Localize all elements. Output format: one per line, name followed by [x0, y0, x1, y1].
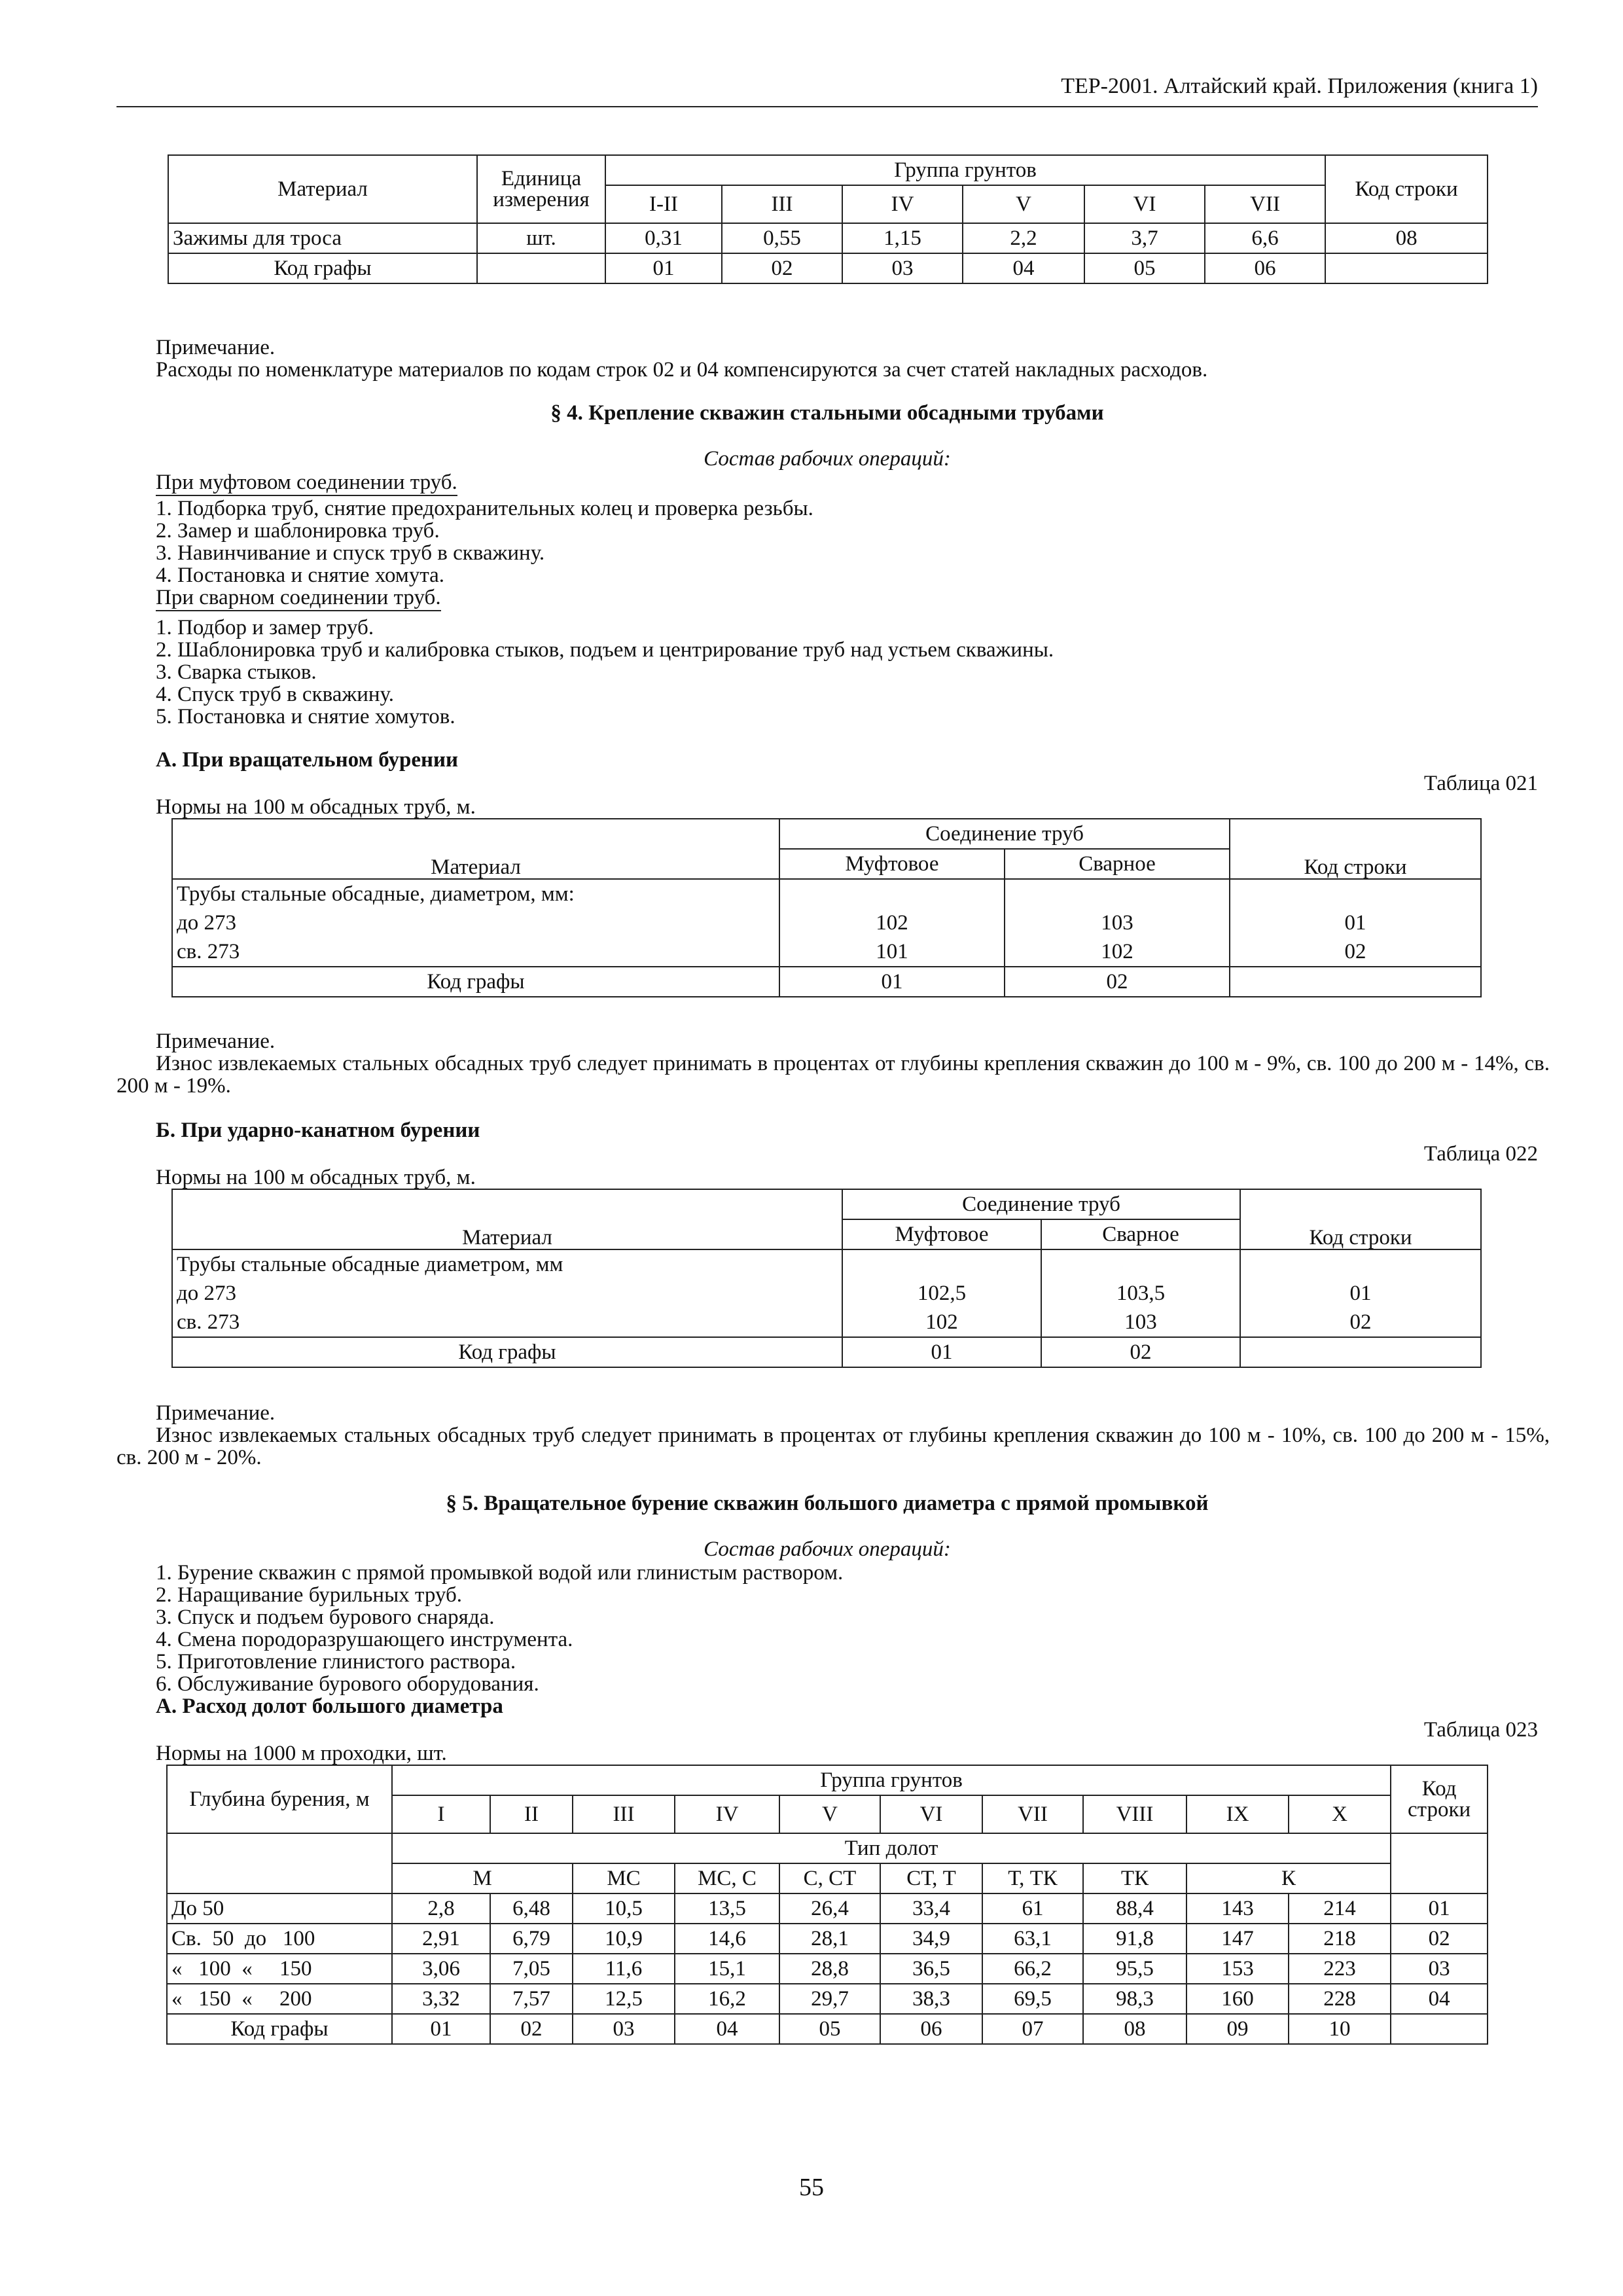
- list-item: 3. Сварка стыков.: [156, 660, 317, 684]
- table-022: Материал Соединение труб Код строки Муфтовое Сварное Трубы стальные обсадные диаметром, мм до 273 102,5 103,5 01 св. 273 102 103 02 Код графы 01 02: [171, 1189, 1482, 1368]
- header-bit-type: Тип долот: [392, 1833, 1391, 1863]
- header-soil-group: Группа грунтов: [605, 155, 1325, 185]
- group-col: II: [490, 1795, 573, 1833]
- group-col: I: [392, 1795, 490, 1833]
- list-item: 2. Шаблонировка труб и калибровка стыков, подъем и центрирование труб над устьем скважины.: [156, 638, 1054, 662]
- table-row: Трубы стальные обсадные, диаметром, мм:: [172, 879, 1481, 908]
- note-title: Примечание.: [156, 336, 276, 359]
- group-col: IV: [842, 185, 963, 223]
- subsection-a-title: А. Расход долот большого диаметра: [156, 1695, 503, 1718]
- list-item: 1. Бурение скважин с прямой промывкой водой или глинистым раствором.: [156, 1561, 844, 1585]
- list-item: 6. Обслуживание бурового оборудования.: [156, 1672, 539, 1696]
- group-col: VIII: [1083, 1795, 1186, 1833]
- subsection-b-title: Б. При ударно-канатном бурении: [156, 1119, 480, 1142]
- group-col: IX: [1186, 1795, 1289, 1833]
- group-col: III: [573, 1795, 675, 1833]
- list-item: 2. Наращивание бурильных труб.: [156, 1583, 462, 1607]
- group-col: I-II: [605, 185, 722, 223]
- section-4-title: § 4. Крепление скважин стальными обсадными трубами: [550, 401, 1104, 425]
- list-item: 5. Приготовление глинистого раствора.: [156, 1650, 516, 1674]
- note-title: Примечание.: [156, 1401, 276, 1425]
- group-col: VII: [1205, 185, 1325, 223]
- header-row-code: Код строки: [1230, 819, 1481, 879]
- table-row: « 150 « 200 3,32 7,57 12,5 16,2 29,7 38,3 69,5 98,3 160 228 04: [167, 1984, 1488, 2014]
- table-row: Зажимы для троса шт. 0,31 0,55 1,15 2,2 3,7 6,6 08: [168, 223, 1488, 253]
- page-number: 55: [799, 2174, 824, 2201]
- running-header: ТЕР-2001. Алтайский край. Приложения (книга 1): [116, 73, 1538, 107]
- group-col: IV: [675, 1795, 779, 1833]
- group-col: III: [722, 185, 842, 223]
- norms-caption: Нормы на 100 м обсадных труб, м.: [156, 795, 476, 819]
- note-text: Износ извлекаемых стальных обсадных труб следует принимать в процентах от глубины крепления скважин до 100 м - 9%, св. 100 до 200 м - 14%, св. 200 м - 19%.: [116, 1052, 1550, 1098]
- group-col: V: [779, 1795, 880, 1833]
- norms-caption: Нормы на 1000 м проходки, шт.: [156, 1742, 447, 1765]
- table-clamps: [168, 154, 1488, 284]
- table-row: до 273 102 103 01: [172, 908, 1481, 937]
- table-number: Таблица 021: [1423, 772, 1538, 795]
- list-item: 1. Подборка труб, снятие предохранительных колец и проверка резьбы.: [156, 497, 813, 520]
- list-item: 4. Смена породоразрушающего инструмента.: [156, 1628, 573, 1651]
- ops-title: Состав рабочих операций:: [704, 1537, 951, 1561]
- header-row-code: Код строки: [1325, 155, 1488, 223]
- ops-title: Состав рабочих операций:: [704, 447, 951, 471]
- subsection-a-title: А. При вращательном бурении: [156, 748, 459, 772]
- list-item: 2. Замер и шаблонировка труб.: [156, 519, 440, 543]
- list-item: 3. Спуск и подъем бурового снаряда.: [156, 1605, 495, 1629]
- table-footer-row: Код графы 01 02 03 04 05 06: [168, 253, 1488, 283]
- section-5-title: § 5. Вращательное бурение скважин большого диаметра с прямой промывкой: [446, 1492, 1209, 1515]
- table-footer-row: Код графы 01 02: [172, 1337, 1481, 1367]
- group-col: VI: [1084, 185, 1205, 223]
- header-material: Материал: [172, 1189, 842, 1249]
- table-footer-row: Код графы 01 02: [172, 967, 1481, 997]
- header-material: Материал: [172, 819, 779, 879]
- note-text: Расходы по номенклатуре материалов по кодам строк 02 и 04 компенсируются за счет статей накладных расходов.: [156, 358, 1208, 382]
- table-number: Таблица 022: [1423, 1142, 1538, 1166]
- header-row-code: Код строки: [1391, 1765, 1488, 1833]
- table-row: До 50 2,8 6,48 10,5 13,5 26,4 33,4 61 88,4 143 214 01: [167, 1893, 1488, 1924]
- table-row: св. 273 102 103 02: [172, 1308, 1481, 1337]
- table-footer-row: Код графы 01 02 03 04 05 06 07 08 09 10: [167, 2014, 1488, 2044]
- header-unit: Единица измерения: [477, 155, 605, 223]
- welded-title: При сварном соединении труб.: [156, 586, 441, 611]
- header-soil-group: Группа грунтов: [392, 1765, 1391, 1795]
- table-row: до 273 102,5 103,5 01: [172, 1279, 1481, 1308]
- table-row: Трубы стальные обсадные диаметром, мм: [172, 1249, 1481, 1279]
- list-item: 3. Навинчивание и спуск труб в скважину.: [156, 541, 545, 565]
- table-023: Глубина бурения, м Группа грунтов Код строки I II III IV V VI VII VIII IX X Тип долот М МС МС, С С, СТ СТ, Т Т, ТК ТК К До 50 2,8 6,48 10,5 13,5 26,4 33,4 61 88,4 143 214 01 Св. 50 до 100 2,91 6,79 10,9 14,6 28,1 34,9 63,1 91,8 147 218 02 « 100 « 150 3,06 7,05 11,6 15,1 28,8 36,5 66,2 95,5 153 223 03 « 150 « 200 3,32 7,57 12,5 16,2 29,7 38,3 69,5 98,3 160 228 04 Код графы 01 02 03 04 05 06 07 08 09 10: [166, 1765, 1488, 2045]
- note-title: Примечание.: [156, 1030, 276, 1053]
- group-col: V: [963, 185, 1084, 223]
- header-joint: Соединение труб: [779, 819, 1230, 849]
- norms-caption: Нормы на 100 м обсадных труб, м.: [156, 1166, 476, 1189]
- table-row: Св. 50 до 100 2,91 6,79 10,9 14,6 28,1 34,9 63,1 91,8 147 218 02: [167, 1924, 1488, 1954]
- table-number: Таблица 023: [1423, 1718, 1538, 1742]
- header-row-code: Код строки: [1240, 1189, 1481, 1249]
- table-row: « 100 « 150 3,06 7,05 11,6 15,1 28,8 36,5 66,2 95,5 153 223 03: [167, 1954, 1488, 1984]
- header-depth: Глубина бурения, м: [167, 1765, 392, 1833]
- list-item: 1. Подбор и замер труб.: [156, 616, 374, 639]
- list-item: 5. Постановка и снятие хомутов.: [156, 705, 455, 728]
- list-item: 4. Постановка и снятие хомута.: [156, 564, 445, 587]
- table-021: Материал Соединение труб Код строки Муфтовое Сварное Трубы стальные обсадные, диаметром, мм: до 273 102 103 01 св. 273 101 102 02 Код графы 01 02: [171, 818, 1482, 997]
- group-col: X: [1289, 1795, 1391, 1833]
- header-material: Материал: [168, 155, 477, 223]
- list-item: 4. Спуск труб в скважину.: [156, 683, 394, 706]
- table-row: св. 273 101 102 02: [172, 937, 1481, 967]
- header-joint: Соединение труб: [842, 1189, 1240, 1219]
- note-text: Износ извлекаемых стальных обсадных труб следует принимать в процентах от глубины крепления скважин до 100 м - 10%, св. 100 до 200 м - 15%, св. 200 м - 20%.: [116, 1424, 1550, 1469]
- coupling-title: При муфтовом соединении труб.: [156, 471, 457, 496]
- group-col: VI: [880, 1795, 982, 1833]
- group-col: VII: [982, 1795, 1083, 1833]
